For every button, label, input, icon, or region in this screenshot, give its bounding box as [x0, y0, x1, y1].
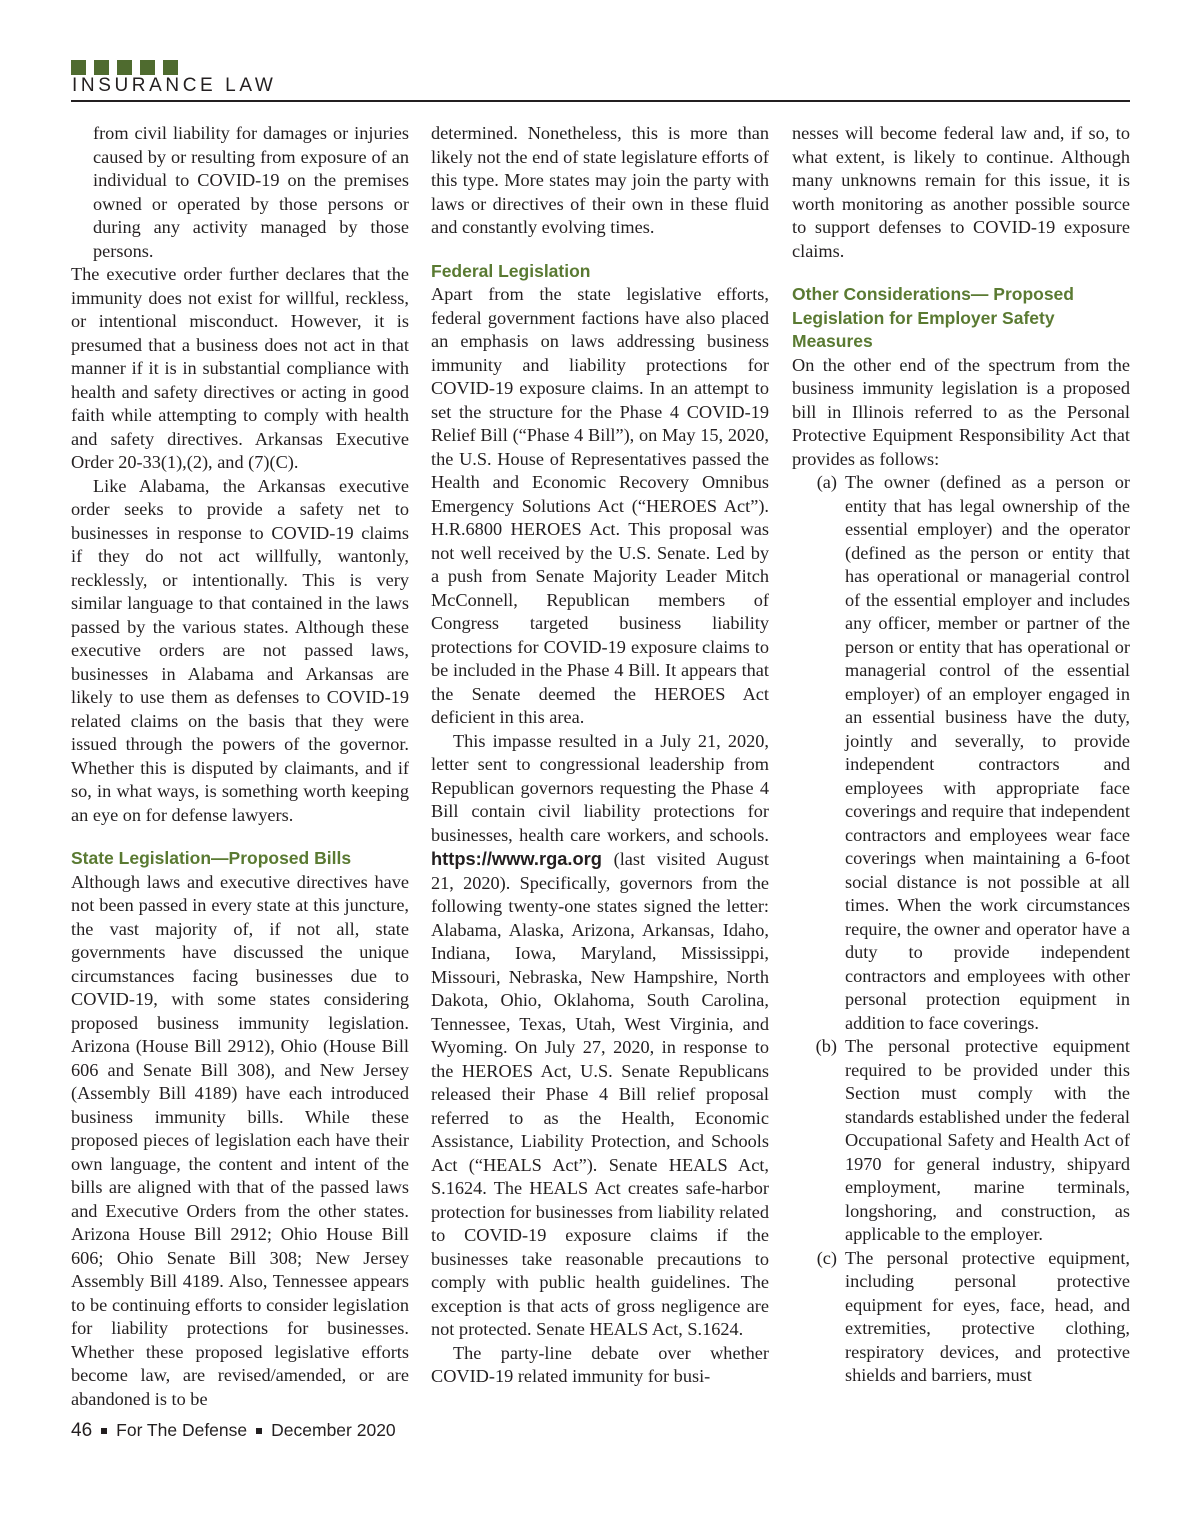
header-rule: [71, 100, 1130, 102]
page-number: 46: [71, 1420, 93, 1441]
header-square-icon: [163, 60, 178, 75]
list-marker: (b): [815, 1036, 837, 1056]
section-label: INSURANCE LAW: [72, 75, 277, 96]
paragraph: [431, 730, 769, 1342]
quoted-paragraph: from civil liability for damages or injuries caused by or resulting from exposure of an individual to COVID-19 on the premises owned or operated by those persons or during any activity managed by those persons.: [93, 123, 409, 261]
header-square-icon: [71, 60, 86, 75]
list-item: [792, 471, 1130, 1035]
list-item-text: The personal protective equipment, including personal protective equipment for eyes, face, head, and extremities, protective clothing, respiratory devices, and protective shields and barriers, must: [845, 1247, 1130, 1385]
paragraph: The party-line debate over whether COVID-19 related immunity for busi-: [431, 1342, 769, 1386]
paragraph-text: This impasse resulted in a July 21, 2020, letter sent to congressional leadership from Republican governors requesting the Phase 4 Bill contain civil liability protections for businesses, health care workers, and schools.: [431, 730, 769, 845]
bullet-icon: [101, 1428, 107, 1434]
paragraph: Apart from the state legislative efforts, federal government factions have also placed an emphasis on laws addressing business immunity and liability protections for COVID-19 exposure claims. In an attempt to set the structure for the Phase 4 COVID-19 Relief Bill (“Phase 4 Bill”), on May 15, 2020, the U.S. House of Representatives passed the Health and Economic Recovery Omnibus Emergency Solutions Act (“HEROES Act”). H.R.6800 HEROES Act. This proposal was not well received by the U.S. Senate. Led by a push from Senate Majority Leader Mitch McConnell, Republican members of Congress targeted business liability protections for COVID-19 exposure claims to be included in the Phase 4 Bill. It appears that the Senate deemed the HEROES Act deficient in this area.: [431, 284, 769, 727]
paragraph: determined. Nonetheless, this is more than likely not the end of state legislature efforts of this type. More states may join the party with laws or directives of their own in these fluid and constantly evolving times.: [431, 123, 769, 237]
rga-link[interactable]: https://www.rga.org: [431, 848, 602, 869]
section-heading: Other Considerations— Proposed Legislation for Employer Safety Measures: [792, 284, 1074, 351]
list-item: [792, 1035, 1130, 1247]
list-item-text: The owner (defined as a person or entity that has legal ownership of the essential employer) and the operator (defined as the person or entity that has operational or managerial control of the essential employer and includes any officer, member or partner of the person or entity that has operational or managerial control of the essential employer) of an employer engaged in an essential business have the duty, jointly and severally, to provide independent contractors and employees with appropriate face coverings and require that independent contractors and employees wear face coverings when maintaining a 6-foot social distance is not possible at all times. When the work circumstances require, the owner and operator have a duty to provide independent contractors and employees with other personal protection equipment in addition to face coverings.: [845, 472, 1130, 1033]
header-square-icon: [140, 60, 155, 75]
section-heading: Federal Legislation: [431, 260, 591, 281]
paragraph: Although laws and executive directives have not been passed in every state at this juncture, the vast majority of, if not all, state governments have discussed the unique circumstances facing businesses due to COVID-19, with some states considering proposed business immunity legislation. Arizona (House Bill 2912), Ohio (House Bill 606 and Senate Bill 308), and New Jersey (Assembly Bill 4189) have each introduced business immunity bills. While these proposed pieces of legislation each have their own language, the content and intent of the bills are aligned with that of the passed laws and Executive Orders from the other states. Arizona House Bill 2912; Ohio House Bill 606; Ohio Senate Bill 308; New Jersey Assembly Bill 4189. Also, Tennessee appears to be continuing efforts to consider legislation for liability protections for businesses. Whether these proposed legislative efforts become law, are revised/amended, or are abandoned is to be: [71, 871, 409, 1409]
page-footer: [71, 1420, 396, 1442]
column-3: [792, 122, 1130, 1388]
paragraph: On the other end of the spectrum from the business immunity legislation is a proposed bill in Illinois referred to as the Personal Protective Equipment Responsibility Act that provides as follows:: [792, 354, 1130, 469]
paragraph: The executive order further declares that the immunity does not exist for willful, reckless, or intentional misconduct. However, it is presumed that a business does not act in that manner if it is in substantial compliance with health and safety directives or acting in good faith while attempting to comply with health and safety directives. Arkansas Executive Order 20-33(1),(2), and (7)(C).: [71, 264, 409, 472]
publication-name: For The Defense: [116, 1420, 248, 1440]
paragraph: Like Alabama, the Arkansas executive order seeks to provide a safety net to businesses in response to COVID-19 claims if they do not act willfully, wantonly, recklessly, or intentionally. This is very similar language to that contained in the laws passed by the various states. Although these executive orders are not passed laws, businesses in Alabama and Arkansas are likely to use them as defenses to COVID-19 related claims on the basis that they were issued through the powers of the governor. Whether this is disputed by claimants, and if so, in what ways, is something worth keeping an eye on for defense lawyers.: [71, 475, 409, 825]
paragraph-text: (last visited August 21, 2020). Specifically, governors from the following twenty-one states signed the letter: Alabama, Alaska, Arizona, Arkansas, Idaho, Indiana, Iowa, Maryland, Mississippi, Missouri, Nebraska, New Hampshire, North Dakota, Ohio, Oklahoma, South Carolina, Tennessee, Texas, Utah, West Virginia, and Wyoming. On July 27, 2020, in response to the HEROES Act, U.S. Senate Republicans released their Phase 4 Bill relief proposal referred to as the Health, Economic Assistance, Liability Protection, and Schools Act (“HEALS Act”). Senate HEALS Act, S.1624. The HEALS Act creates safe-harbor protection for businesses from liability related to COVID-19 exposure claims if the businesses take reasonable precautions to comply with public health guidelines. The exception is that acts of gross negligence are not protected. Senate HEALS Act, S.1624.: [431, 849, 769, 1339]
issue-date: December 2020: [271, 1420, 396, 1440]
paragraph: nesses will become federal law and, if so, to what extent, is likely to continue. Although many unknowns remain for this issue, it is worth monitoring as another possible source to support defenses to COVID-19 exposure claims.: [792, 123, 1130, 261]
section-heading: State Legislation—Proposed Bills: [71, 848, 352, 868]
column-2: [431, 122, 769, 1389]
column-1: [71, 122, 409, 1411]
list-marker: (c): [816, 1247, 837, 1268]
bullet-icon: [256, 1428, 262, 1434]
list-item-text: The personal protective equipment required to be provided under this Section must comply with the standards established under the federal Occupational Safety and Health Act of 1970 for general industry, shipyard employment, marine terminals, longshoring, and construction, as applicable to the employer.: [845, 1036, 1130, 1244]
list-marker: (a): [816, 472, 837, 492]
header-square-icon: [117, 60, 132, 75]
header-square-icon: [94, 60, 109, 75]
list-item: [792, 1247, 1130, 1388]
